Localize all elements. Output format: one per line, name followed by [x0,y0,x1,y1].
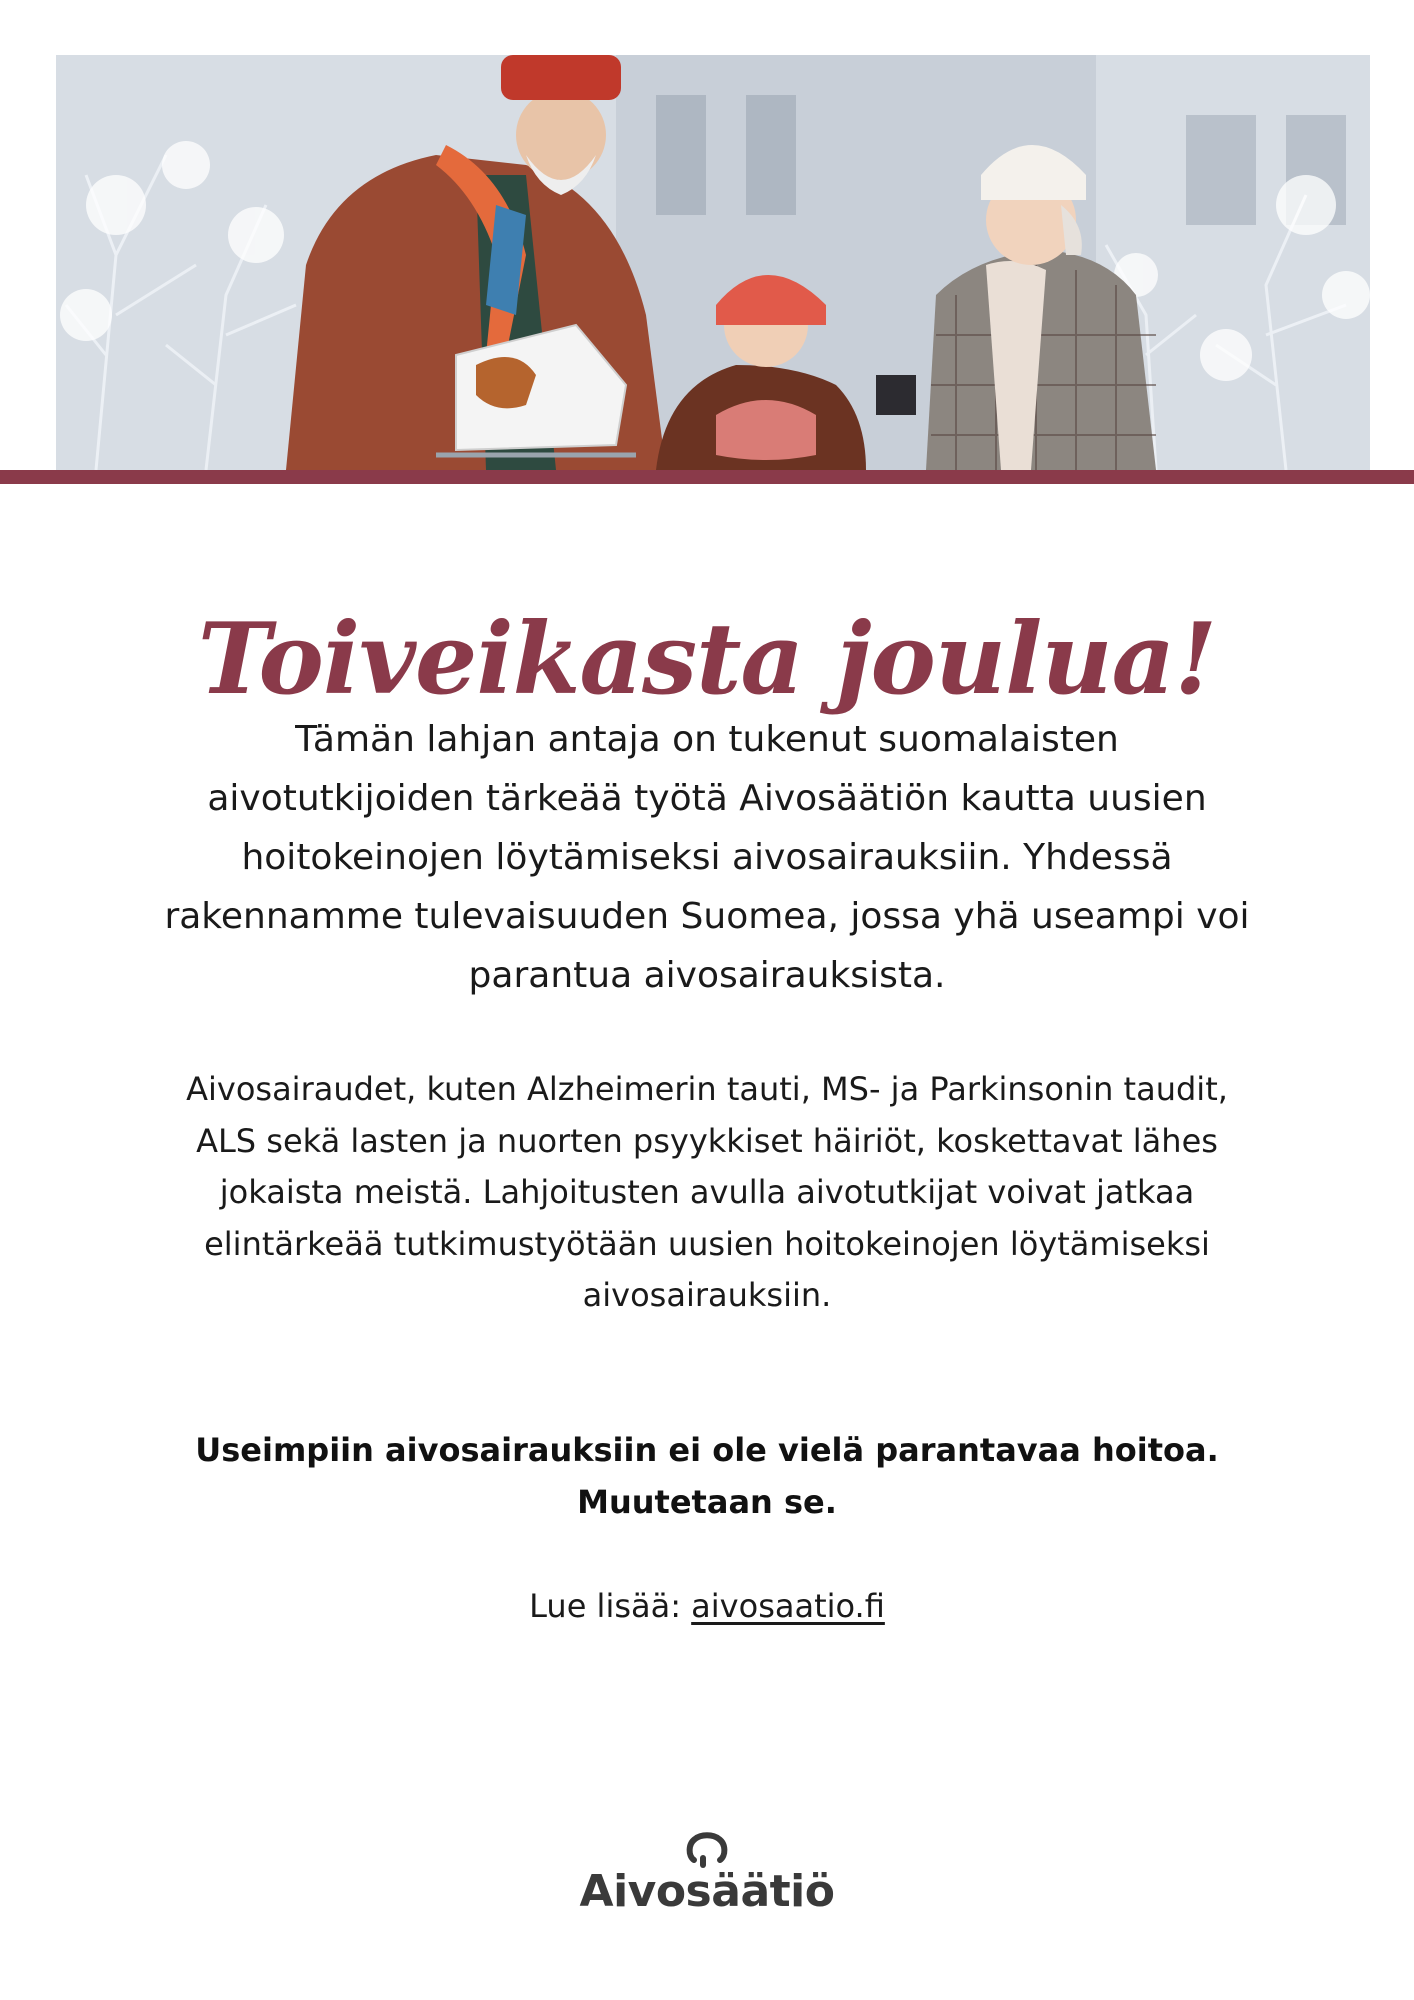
logo-text: Aivosäätiö [579,1866,835,1917]
intro-paragraph: Tämän lahjan antaja on tukenut suomalaisten aivotutkijoiden tärkeää työtä Aivosäätiön kautta uusien hoitokeinojen löytämiseksi aivosairauksiin. Yhdessä rakennamme tulevaisuuden Suomea, jossa yhä useampi voi parantua aivosairauksista. [164,719,1250,996]
greeting-heading: Toiveikasta joulua! [197,601,1217,717]
call-to-action: Useimpiin aivosairauksiin ei ole vielä parantavaa hoitoa. Muutetaan se. [195,1431,1219,1521]
read-more-label: Lue lisää: [529,1587,681,1625]
family-winter-illustration [56,55,1370,470]
read-more-line [157,1580,1257,1632]
brand-logo [557,1830,857,1917]
accent-divider [0,470,1414,484]
hero-photo [56,55,1370,470]
website-link[interactable]: aivosaatio.fi [691,1587,885,1625]
body-paragraph: Aivosairaudet, kuten Alzheimerin tauti, MS- ja Parkinsonin taudit, ALS sekä lasten ja nuorten psyykkiset häiriöt, koskettavat lähes jokaista meistä. Lahjoitusten avulla aivotutkijat voivat jatkaa elintärkeää tutkimustyötään uusien hoitokeinojen löytämiseksi aivosairauksiin. [186,1070,1228,1314]
brain-mark-icon [685,1830,729,1868]
